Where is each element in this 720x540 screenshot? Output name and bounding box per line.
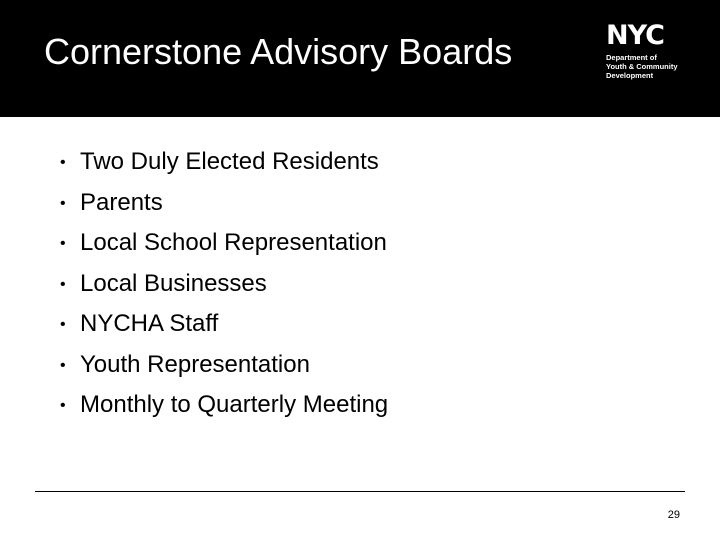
- bullet-item: [60, 385, 388, 426]
- bullet-item: [60, 223, 388, 264]
- bullet-dot-icon: •: [60, 275, 66, 293]
- bullet-text: Local Businesses: [80, 269, 267, 297]
- logo-wordmark: NYC: [606, 20, 665, 51]
- bullet-item: [60, 183, 388, 224]
- logo-subtitle-line: Development: [606, 71, 654, 80]
- nyc-dycd-logo: [606, 22, 692, 80]
- logo-subtitle-line: Youth & Community: [606, 62, 678, 71]
- logo-subtitle: [606, 53, 692, 80]
- bullet-dot-icon: •: [60, 194, 66, 212]
- bullet-text: Monthly to Quarterly Meeting: [80, 391, 389, 418]
- page-number: 29: [667, 509, 680, 521]
- bullet-dot-icon: •: [60, 397, 66, 414]
- bullet-text: NYCHA Staff: [80, 310, 219, 337]
- bullet-item: [60, 264, 388, 305]
- bullet-text: Two Duly Elected Residents: [80, 148, 379, 175]
- bullet-item: [60, 142, 388, 183]
- title-bar: [0, 0, 720, 117]
- bullet-dot-icon: •: [60, 235, 66, 252]
- logo-subtitle-line: Department of: [606, 53, 657, 62]
- bullet-item: [60, 304, 388, 345]
- bullet-text: Parents: [80, 188, 163, 216]
- bullet-dot-icon: •: [60, 154, 66, 171]
- bullet-dot-icon: •: [60, 356, 66, 374]
- bullet-dot-icon: •: [60, 316, 66, 333]
- bullet-list: [60, 142, 388, 426]
- slide-title: Cornerstone Advisory Boards: [44, 31, 513, 72]
- bullet-text: Local School Representation: [80, 229, 387, 256]
- bullet-item: [60, 345, 388, 386]
- bullet-text: Youth Representation: [80, 350, 310, 378]
- footer-divider: [35, 491, 685, 492]
